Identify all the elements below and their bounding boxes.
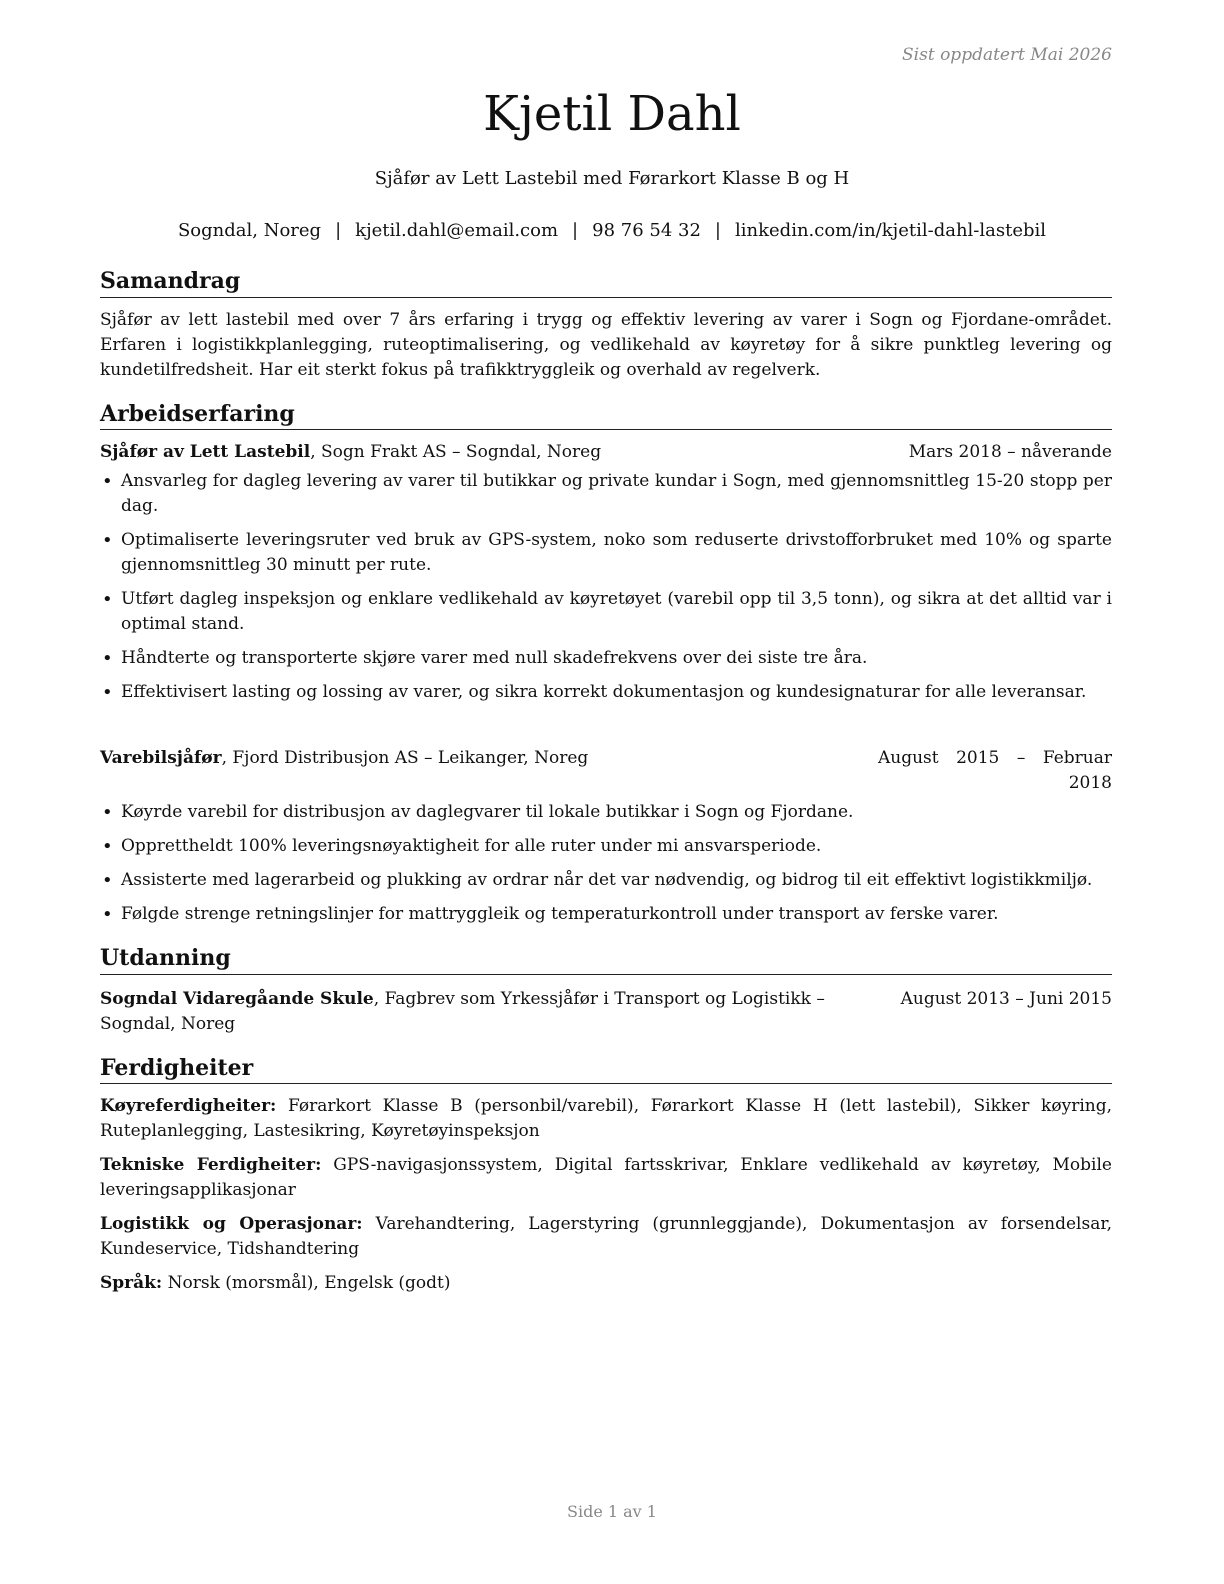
skill-text: GPS-navigasjonssystem, Digital fartsskrivar, Enklare vedlikehald av køyretøy, Mobile leveringsapplikasjonar (100, 1155, 1112, 1200)
education-entry (100, 987, 1112, 1037)
bullet-item: • Optimaliserte leveringsruter ved bruk av GPS-system, noko som reduserte drivstofforbruket med 10% og sparte gjennomsnittleg 30 minutt per rute. (100, 528, 1112, 578)
job-bullets (100, 800, 1112, 927)
skill-label: Køyreferdigheiter: (100, 1096, 277, 1116)
education-section (100, 945, 1112, 1037)
skills-section (100, 1055, 1112, 1297)
page-footer: Side 1 av 1 (567, 1502, 657, 1521)
contact-separator: | (335, 220, 342, 241)
bullet-item: • Følgde strenge retningslinjer for mattryggleik og temperaturkontroll under transport av ferske varer. (100, 902, 1112, 927)
skill-group (100, 1271, 1112, 1296)
job-role: Varebilsjåfør (100, 748, 222, 768)
skill-label: Logistikk og Operasjonar: (100, 1214, 363, 1234)
resume-body (100, 268, 1112, 1314)
job-header (100, 440, 1112, 465)
experience-section (100, 401, 1112, 928)
job-role: Sjåfør av Lett Lastebil (100, 442, 311, 462)
section-title-summary: Samandrag (100, 268, 1112, 298)
skill-label: Tekniske Ferdigheiter: (100, 1155, 322, 1175)
skill-text: Norsk (morsmål), Engelsk (godt) (162, 1273, 451, 1293)
job-info (100, 746, 588, 771)
section-title-experience: Arbeidserfaring (100, 401, 1112, 431)
job-header (100, 746, 1112, 796)
bullet-item: • Håndterte og transporterte skjøre varer med null skadefrekvens over dei siste tre åra. (100, 646, 1112, 671)
summary-section (100, 268, 1112, 383)
contact-separator: | (572, 220, 579, 241)
skill-text: Varehandtering, Lagerstyring (grunnleggjande), Dokumentasjon av forsendelsar, Kundeservice, Tidshandtering (100, 1214, 1112, 1259)
skill-text: Førarkort Klasse B (personbil/varebil), Førarkort Klasse H (lett lastebil), Sikker køyring, Ruteplanlegging, Lastesikring, Køyretøyinspeksjon (100, 1096, 1112, 1141)
job-title: Sjåfør av Lett Lastebil med Førarkort Klasse B og H (374, 168, 850, 189)
job-info (100, 440, 601, 465)
education-degree: , Fagbrev som Yrkessjåfør i Transport og Logistikk – Sogndal, Noreg (100, 988, 825, 1034)
job-company: , Fjord Distribusjon AS – Leikanger, Noreg (221, 748, 589, 768)
bullet-item: • Køyrde varebil for distribusjon av daglegvarer til lokale butikkar i Sogn og Fjordane. (100, 800, 1112, 825)
last-updated: Sist oppdatert Mai 2026 (902, 45, 1112, 65)
bullet-item: • Effektivisert lasting og lossing av varer, og sikra korrekt dokumentasjon og kundesignaturar for alle leveransar. (100, 680, 1112, 705)
contact-separator: | (714, 220, 721, 241)
skill-group (100, 1094, 1112, 1144)
contact-location: Sogndal, Noreg (177, 220, 322, 241)
job-dates: August 2015 – Februar 2018 (878, 748, 1112, 793)
job-company: , Sogn Frakt AS – Sogndal, Noreg (310, 442, 602, 462)
contact-line (0, 220, 1224, 241)
candidate-name: Kjetil Dahl (483, 86, 741, 142)
section-title-education: Utdanning (100, 945, 1112, 975)
contact-email[interactable]: kjetil.dahl@email.com (355, 220, 559, 241)
skill-label: Språk: (100, 1273, 163, 1293)
bullet-item: • Ansvarleg for dagleg levering av varer til butikkar og private kundar i Sogn, med gjennomsnittleg 15-20 stopp per dag. (100, 469, 1112, 519)
education-dates: August 2013 – Juni 2015 (900, 988, 1112, 1009)
bullet-item: • Opprettheldt 100% leveringsnøyaktigheit for alle ruter under mi ansvarsperiode. (100, 834, 1112, 859)
job-bullets (100, 469, 1112, 705)
school-name: Sogndal Vidaregåande Skule (100, 988, 374, 1009)
contact-linkedin[interactable]: linkedin.com/in/kjetil-dahl-lastebil (735, 220, 1047, 241)
section-title-skills: Ferdigheiter (100, 1055, 1112, 1085)
summary-text: Sjåfør av lett lastebil med over 7 års erfaring i trygg og effektiv levering av varer i Sogn og Fjordane-området. Erfaren i logistikkplanlegging, ruteoptimalisering, og vedlikehald av køyretøy for å sikre punktleg levering og kundetilfredsheit. Har eit sterkt fokus på trafikktryggleik og overhald av regelverk. (100, 309, 1112, 380)
bullet-item: • Assisterte med lagerarbeid og plukking av ordrar når det var nødvendig, og bidrog til eit effektivt logistikkmiljø. (100, 868, 1112, 893)
job-dates: Mars 2018 – nåverande (908, 442, 1112, 462)
education-info (100, 987, 890, 1037)
skill-group (100, 1212, 1112, 1262)
skill-group (100, 1153, 1112, 1203)
bullet-item: • Utført dagleg inspeksjon og enklare vedlikehald av køyretøyet (varebil opp til 3,5 tonn), og sikra at det alltid var i optimal stand. (100, 587, 1112, 637)
contact-phone: 98 76 54 32 (592, 220, 701, 241)
